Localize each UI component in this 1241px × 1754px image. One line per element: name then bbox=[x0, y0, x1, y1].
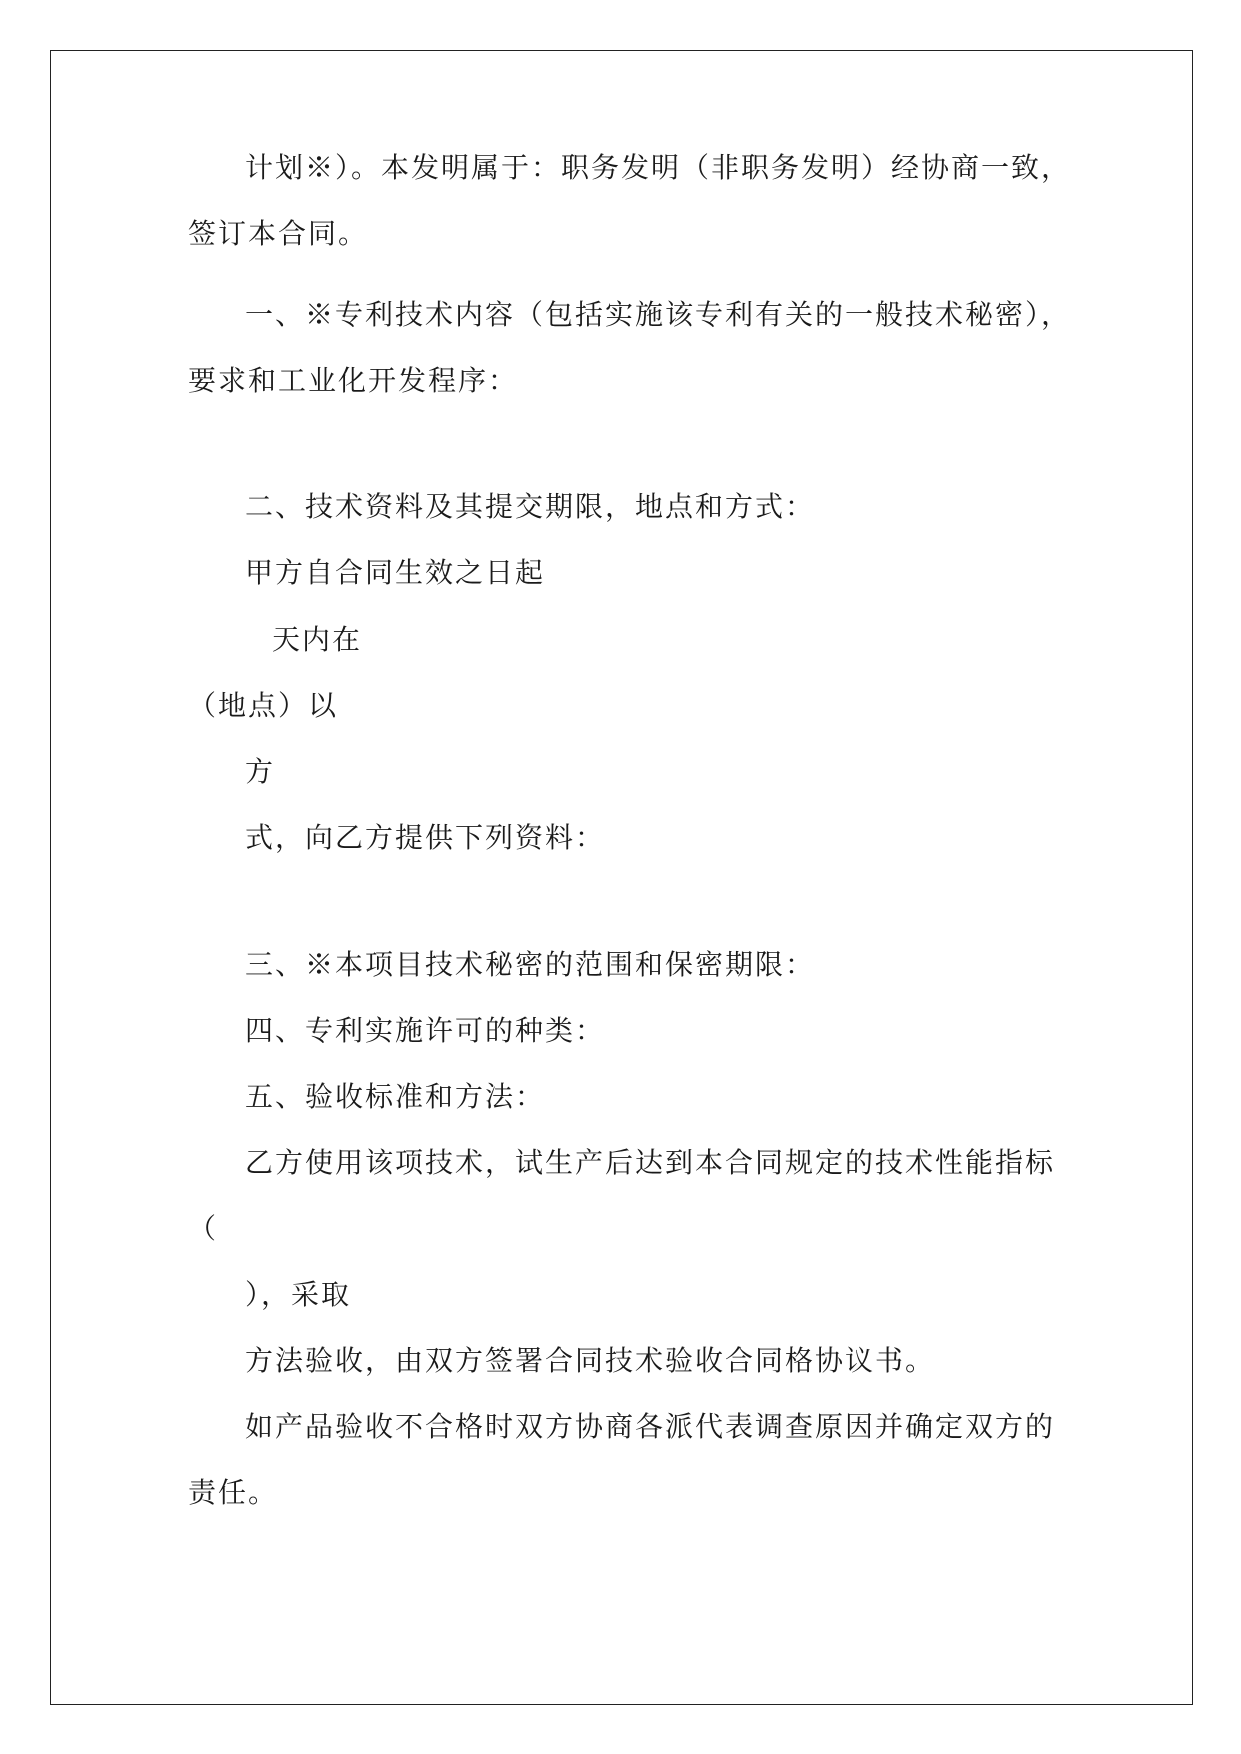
text-line: 签订本合同。 bbox=[188, 217, 369, 250]
text-line: 五、验收标准和方法： bbox=[245, 1080, 546, 1113]
text-line: （ bbox=[188, 1212, 219, 1245]
text-line: 一、※专利技术内容（包括实施该专利有关的一般技术秘密）， bbox=[245, 298, 1072, 331]
text-line: 四、专利实施许可的种类： bbox=[245, 1014, 606, 1047]
text-line: （地点）以 bbox=[188, 689, 339, 722]
text-line: 天内在 bbox=[272, 623, 363, 656]
text-line: 要求和工业化开发程序： bbox=[188, 364, 519, 397]
text-line: 甲方自合同生效之日起 bbox=[245, 556, 546, 589]
text-line: 责任。 bbox=[188, 1476, 279, 1509]
text-line: 二、技术资料及其提交期限，地点和方式： bbox=[245, 490, 816, 523]
text-line: 如产品验收不合格时双方协商各派代表调查原因并确定双方的 bbox=[245, 1410, 1056, 1443]
text-line: 式，向乙方提供下列资料： bbox=[245, 821, 606, 854]
text-line: 三、※本项目技术秘密的范围和保密期限： bbox=[245, 948, 816, 981]
text-line: 计划※）。本发明属于：职务发明（非职务发明）经协商一致， bbox=[245, 151, 1072, 184]
text-line: 乙方使用该项技术，试生产后达到本合同规定的技术性能指标 bbox=[245, 1146, 1056, 1179]
text-line: 方 bbox=[245, 755, 276, 788]
text-line: 方法验收，由双方签署合同技术验收合同格协议书。 bbox=[245, 1344, 936, 1377]
text-line: ），采取 bbox=[245, 1278, 352, 1311]
